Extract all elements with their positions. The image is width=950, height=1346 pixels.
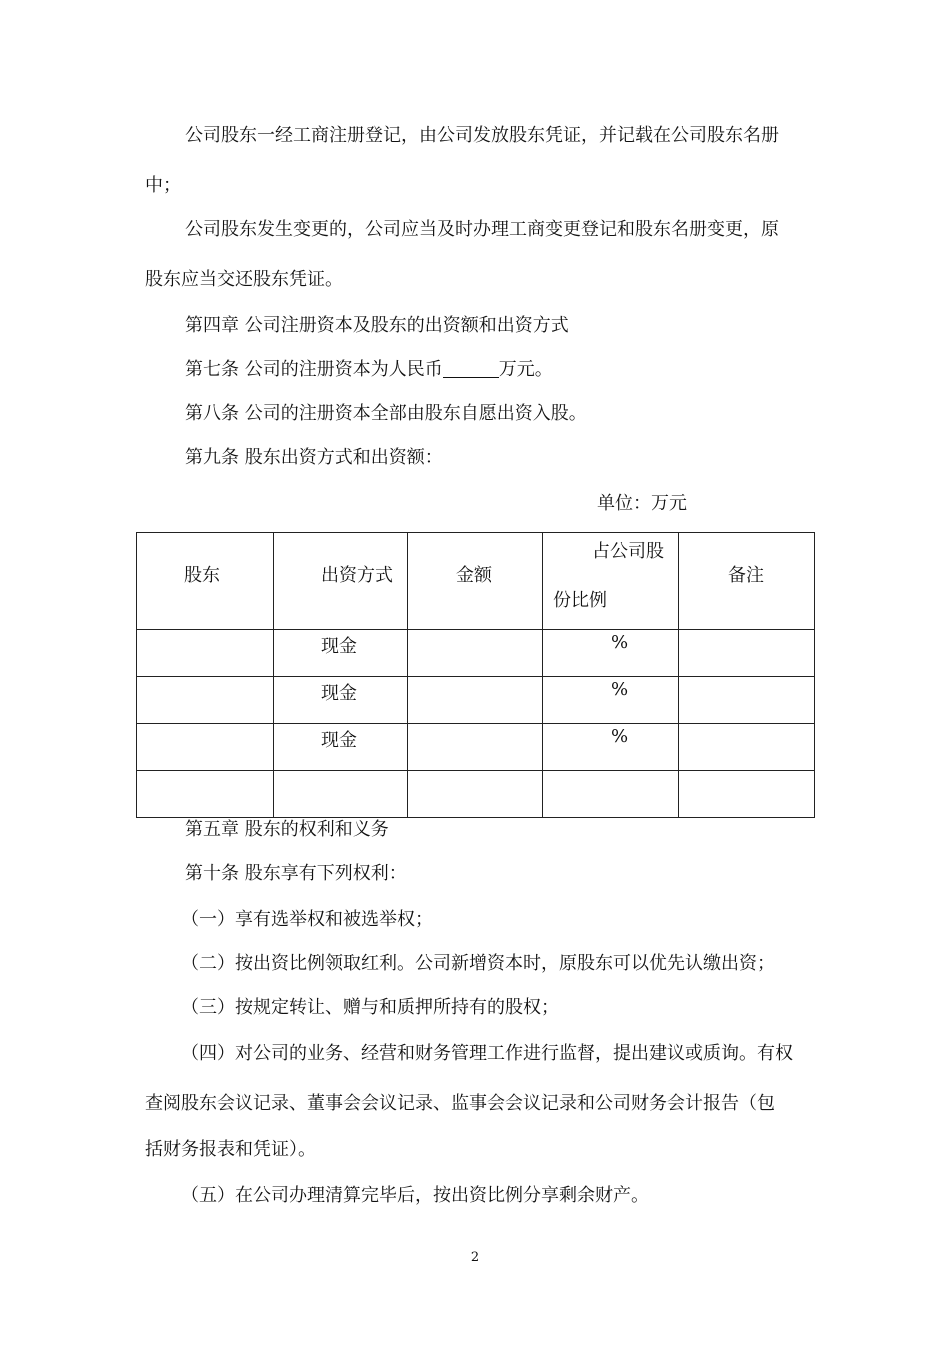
- right-item-1: （一）享有选举权和被选举权；: [181, 909, 433, 930]
- cell-remark: [679, 677, 815, 724]
- unit-label: 单位：万元: [597, 493, 687, 514]
- article-7: [145, 358, 810, 382]
- header-method: 出资方式: [321, 565, 393, 586]
- cell-shareholder: [137, 630, 274, 677]
- right-item-3: （三）按规定转让、赠与和质押所持有的股权；: [181, 997, 559, 1018]
- cell-shareholder: [137, 771, 274, 818]
- cell-remark: [679, 771, 815, 818]
- table-row: [137, 724, 815, 771]
- header-cell-method: [274, 533, 408, 630]
- page-number: 2: [470, 1250, 480, 1265]
- article-10: 第十条 股东享有下列权利：: [185, 863, 407, 884]
- paragraph-shareholder-change-line1: 公司股东发生变更的，公司应当及时办理工商变更登记和股东名册变更，原: [185, 219, 779, 240]
- capital-contribution-table: [136, 532, 815, 818]
- article-7-prefix: 第七条 公司的注册资本为人民币: [185, 359, 443, 380]
- cell-method: [274, 630, 408, 677]
- right-item-4-line2: 查阅股东会议记录、董事会会议记录、监事会会议记录和公司财务会计报告（包: [145, 1093, 775, 1114]
- paragraph-shareholder-certificate-line2: 中；: [145, 175, 181, 196]
- cell-ratio: [543, 630, 679, 677]
- ratio-value: %: [611, 726, 629, 747]
- cell-shareholder: [137, 724, 274, 771]
- article-8: 第八条 公司的注册资本全部由股东自愿出资入股。: [185, 403, 587, 424]
- cell-ratio: [543, 724, 679, 771]
- method-value: 现金: [321, 636, 357, 657]
- capital-amount-blank: [443, 359, 499, 378]
- method-value: 现金: [321, 683, 357, 704]
- cell-method: [274, 771, 408, 818]
- cell-ratio: [543, 771, 679, 818]
- paragraph-shareholder-certificate-line1: 公司股东一经工商注册登记，由公司发放股东凭证，并记载在公司股东名册: [185, 125, 779, 146]
- header-remark: 备注: [728, 565, 764, 586]
- table-header-row: [137, 533, 815, 630]
- header-cell-remark: [679, 533, 815, 630]
- right-item-5: （五）在公司办理清算完毕后，按出资比例分享剩余财产。: [181, 1185, 649, 1206]
- header-cell-ratio: [543, 533, 679, 630]
- chapter-4-heading: 第四章 公司注册资本及股东的出资额和出资方式: [185, 315, 569, 336]
- header-amount: 金额: [456, 565, 492, 586]
- header-ratio-line1: 占公司股: [592, 541, 664, 562]
- cell-method: [274, 677, 408, 724]
- header-cell-amount: [408, 533, 543, 630]
- ratio-value: %: [611, 632, 629, 653]
- ratio-value: %: [611, 679, 629, 700]
- article-7-suffix: 万元。: [498, 359, 553, 380]
- cell-amount: [408, 724, 543, 771]
- cell-amount: [408, 771, 543, 818]
- table-row: [137, 630, 815, 677]
- chapter-5-heading: 第五章 股东的权利和义务: [185, 819, 389, 840]
- table-row: [137, 771, 815, 818]
- right-item-4-line1: （四）对公司的业务、经营和财务管理工作进行监督，提出建议或质询。有权: [181, 1043, 793, 1064]
- table-row: [137, 677, 815, 724]
- header-shareholder: 股东: [184, 565, 220, 586]
- cell-remark: [679, 630, 815, 677]
- cell-ratio: [543, 677, 679, 724]
- article-9: 第九条 股东出资方式和出资额：: [185, 447, 443, 468]
- right-item-4-line3: 括财务报表和凭证）。: [145, 1139, 316, 1160]
- cell-remark: [679, 724, 815, 771]
- paragraph-shareholder-change-line2: 股东应当交还股东凭证。: [145, 269, 343, 290]
- header-ratio-line2: 份比例: [553, 590, 607, 611]
- header-cell-shareholder: [137, 533, 274, 630]
- cell-method: [274, 724, 408, 771]
- cell-shareholder: [137, 677, 274, 724]
- cell-amount: [408, 630, 543, 677]
- method-value: 现金: [321, 730, 357, 751]
- right-item-2: （二）按出资比例领取红利。公司新增资本时，原股东可以优先认缴出资；: [181, 953, 775, 974]
- cell-amount: [408, 677, 543, 724]
